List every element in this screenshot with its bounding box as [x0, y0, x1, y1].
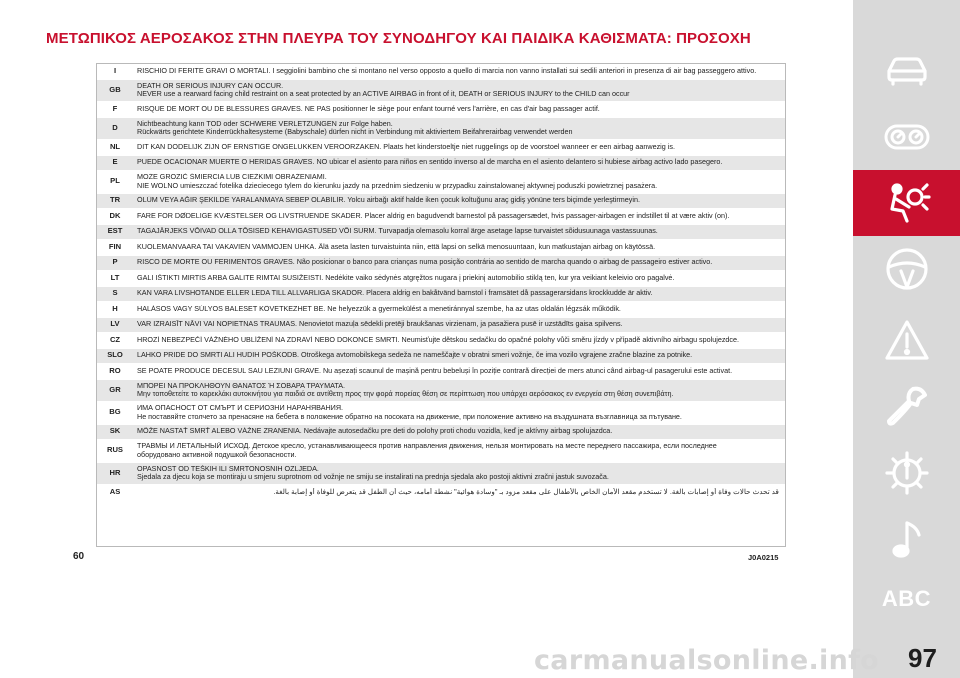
warning-text-line: Rückwärts gerichtete Kinderrückhaltesysteme (Babyschale) dürfen nicht in Verbindung mit aktiviertem Beifahrerairbag verwendet werden	[137, 128, 573, 137]
warning-text-line: LAHKO PRIDE DO SMRTI ALI HUDIH POŠKODB. Otroškega avtomobilskega sedeža ne nameščajte v obratni smeri vožnje, če ima vozilo vgrajene zračne blazine za potnike.	[137, 351, 693, 360]
warning-text	[133, 143, 785, 152]
warning-row	[97, 440, 785, 463]
warning-text	[133, 367, 785, 376]
warning-row	[97, 256, 785, 272]
car-icon	[883, 47, 931, 95]
warning-text-line: MOŻE GROZIĆ ŚMIERCIA LUB CIEŻKIMI OBRAŻENIAMI.	[137, 173, 327, 182]
warning-text	[133, 227, 785, 236]
warning-row	[97, 318, 785, 334]
warning-row	[97, 64, 785, 80]
language-code: LT	[110, 272, 120, 282]
warning-text	[133, 320, 785, 329]
warning-row	[97, 171, 785, 194]
warning-row	[97, 463, 785, 486]
sidebar-item-starting-driving[interactable]	[853, 236, 960, 302]
figure-code: J0A0215	[748, 553, 779, 562]
language-code: FIN	[108, 241, 122, 251]
sidebar-item-vehicle[interactable]	[853, 38, 960, 104]
language-code: NL	[109, 141, 121, 151]
seat-safety-icon	[883, 179, 931, 227]
warning-triangle-icon	[883, 317, 931, 365]
warning-row	[97, 194, 785, 210]
warning-text-line: VAR IZRAISĪT NĀVI VAI NOPIETNAS TRAUMAS. Nenovietot mazuļa sēdekli pretēji braukšanas virzienam, ja pasažiera pusē ir uzstādīts gaisa spilvens.	[137, 320, 623, 329]
warning-text	[133, 404, 785, 421]
language-code: H	[112, 303, 118, 313]
sidebar-item-emergency[interactable]	[853, 308, 960, 374]
warning-text	[133, 465, 785, 482]
language-code: LV	[110, 319, 120, 329]
warning-row	[97, 402, 785, 425]
warning-text-line: оборудовано активной подушкой безопасности.	[137, 450, 297, 459]
warning-text-line: NEVER use a rearward facing child restraint on a seat protected by an ACTIVE AIRBAG in front of it, DEATH or SERIOUS INJURY to the CHILD can occur	[137, 90, 630, 99]
warning-row	[97, 302, 785, 318]
warning-text-line: ΜΠΟΡΕΙ ΝΑ ΠΡΟΚΛΗΘΟΥΝ ΘΑΝΑΤΟΣ Ή ΣΟΒΑΡΑ ΤΡΑΥΜΑΤΑ.	[137, 381, 345, 390]
sidebar-item-multimedia[interactable]	[853, 506, 960, 572]
warning-row	[97, 485, 785, 501]
sidebar-item-technical-data[interactable]	[853, 440, 960, 506]
warning-text	[133, 212, 785, 221]
warning-text	[133, 196, 785, 205]
steering-wheel-icon	[883, 245, 931, 293]
language-code: D	[112, 122, 118, 132]
page-number-left: 60	[73, 551, 85, 562]
warning-text-line: RISQUE DE MORT OU DE BLESSURES GRAVES. NE PAS positionner le siège pour enfant tourné vers l'arrière, en cas d'air bag passager actif.	[137, 104, 600, 113]
sidebar-item-instruments[interactable]	[853, 104, 960, 170]
warning-text	[133, 305, 785, 314]
page-title: ΜΕΤΩΠΙΚΟΣ ΑΕΡΟΣΑΚΟΣ ΣΤΗΝ ΠΛΕΥΡΑ ΤΟΥ ΣΥΝΟΔΗΓΟΥ ΚΑΙ ΠΑΙΔΙΚΑ ΚΑΘΙΣΜΑΤΑ: ΠΡΟΣΟΧΗ	[46, 30, 751, 47]
warning-row	[97, 349, 785, 365]
warning-text	[133, 351, 785, 360]
warning-row	[97, 102, 785, 118]
wrench-icon	[883, 383, 931, 431]
warning-text-line: MÔŽE NASTAŤ SMRŤ ALEBO VÁŽNE ZRANENIA. Nedávajte autosedačku pre deti do polohy proti chodu vozidla, keď je aktívny airbag spolujazdca.	[137, 427, 613, 436]
warning-text-line: Не поставяйте столчето за пренасяне на бебета в положение обратно на посоката на движение, при положение активно на въздушната възглавница за пътуване.	[137, 412, 682, 421]
warning-text	[133, 67, 785, 76]
warning-text-line: DIT KAN DODELIJK ZIJN OF ERNSTIGE ONGELUKKEN VEROORZAKEN. Plaats het kinderstoeltje niet ruggelings op de voorstoel wanneer er een airbag aanwezig is.	[137, 142, 675, 151]
language-code: SK	[109, 426, 121, 436]
airbag-warning-label	[96, 63, 786, 547]
language-code: CZ	[109, 334, 121, 344]
language-code: RO	[109, 365, 121, 375]
warning-text-line: NIE WOLNO umieszczać fotelika dzieciecego tylem do kierunku jazdy na przednim siedzeniu w przypadku zainstalowanej aktywnej poduszki powietrznej pasażera.	[137, 181, 658, 190]
warning-text	[133, 274, 785, 283]
language-code: TR	[109, 195, 121, 205]
watermark-text: carmanualsonline.info	[534, 645, 880, 676]
warning-row	[97, 156, 785, 172]
warning-text-line: RISCO DE MORTE OU FERIMENTOS GRAVES. Não posicionar o banco para crianças numa posição contrária ao sentido de marcha quando o airbag de passageiro estiver activo.	[137, 258, 713, 267]
warning-row	[97, 225, 785, 241]
language-code: RUS	[106, 445, 124, 455]
warning-text-line: HROZÍ NEBEZPEČÍ VÁŽNÉHO UBLÍŽENÍ NA ZDRAVÍ NEBO DOKONCE SMRTI. Neumisťujte dětskou sedačku do opačné polohy vůči směru jízdy v případě aktivního airbagu spolujezdce.	[137, 335, 740, 344]
sidebar-item-maintenance[interactable]	[853, 374, 960, 440]
warning-text-line: KAN VARA LIVSHOTANDE ELLER LEDA TILL ALLVARLIGA SKADOR. Placera aldrig en bakåtvänd barnstol i framsätet då passagerarsidans krockkudde är aktiv.	[137, 289, 653, 298]
language-code: SLO	[107, 350, 123, 360]
warning-row	[97, 271, 785, 287]
warning-row	[97, 380, 785, 403]
language-code: AS	[109, 486, 121, 496]
language-code: E	[112, 157, 118, 167]
language-code: HR	[109, 467, 121, 477]
language-code: DK	[109, 210, 121, 220]
warning-text-line: PUEDE OCACIONAR MUERTE O HERIDAS GRAVES. NO ubicar el asiento para niños en sentido inverso al de marcha en el asiento delantero si hubiese airbag activo lado pasegero.	[137, 158, 723, 167]
warning-text-line: HALÁSOS VAGY SÚLYOS BALESET KÖVETKEZHET BE. Ne helyezzük a gyermekülést a menetiránnyal szembe, ha az utas oldalán légzsák működik.	[137, 304, 621, 313]
dashboard-gauges-icon	[883, 113, 931, 161]
sidebar-item-index[interactable]	[853, 566, 960, 632]
warning-row	[97, 287, 785, 303]
language-code: EST	[107, 226, 123, 236]
language-code: BG	[109, 407, 121, 417]
warning-text	[133, 427, 785, 436]
warning-text-line: DEATH OR SERIOUS INJURY CAN OCCUR.	[137, 81, 284, 90]
warning-text-line: Μην τοποθετείτε το καρεκλάκι αυτοκινήτου για παιδιά σε αντίθετη προς την φορά πορείας θέση σε περίπτωση που υπάρχει αερόσακος εν ενεργεία στη θέση συνεπιβάτη.	[137, 390, 674, 399]
music-note-icon	[883, 515, 931, 563]
warning-text-line: Nichtbeachtung kann TOD oder SCHWERE VERLETZUNGEN zur Folge haben.	[137, 119, 393, 128]
warning-text-line: KUOLEMANVAARA TAI VAKAVIEN VAMMOJEN UHKA. Älä aseta lasten turvaistuinta niin, että lapsi on selkä menosuuntaan, kun matkustajan airbag on käytössä.	[137, 242, 656, 251]
warning-row	[97, 425, 785, 441]
language-code: PL	[110, 176, 120, 186]
warning-text	[133, 258, 785, 267]
warning-row	[97, 333, 785, 349]
warning-text	[133, 158, 785, 167]
warning-text	[133, 442, 785, 459]
warning-text	[133, 289, 785, 298]
warning-text	[133, 243, 785, 252]
page-number-right: 97	[908, 643, 937, 673]
warning-text	[133, 488, 785, 497]
warning-text	[133, 82, 785, 99]
warning-text-line: SE POATE PRODUCE DECESUL SAU LEZIUNI GRAVE. Nu așezați scaunul de mașină pentru bebeluși în poziție contrară direcției de mers atunci când airbag-ul pasagerului este activat.	[137, 366, 733, 375]
warning-text-line: ТРАВМЫ И ЛЕТАЛЬНЫЙ ИСХОД. Детское кресло, устанавливающееся против направления движения, нельзя монтировать на месте переднего пассажира, если последнее	[137, 442, 717, 451]
warning-text	[133, 173, 785, 190]
warning-text-line: Sjedala za djecu koja se montiraju u smjeru suprotnom od vožnje ne smiju se instalirati na prednja sjedala ako postoji aktivni zračni jastuk suvozača.	[137, 473, 609, 482]
warning-text-line: ИМА ОПАСНОСТ ОТ СМЪРТ И СЕРИОЗНИ НАРАНЯВАНИЯ.	[137, 404, 344, 413]
warning-text	[133, 336, 785, 345]
language-code: GR	[109, 384, 121, 394]
warning-text-line: FARE FOR DØDELIGE KVÆSTELSER OG LIVSTRUENDE SKADER. Placer aldrig en bagudvendt barnestol på passagersædet, hvis passager-airbagen er indstillet til at være aktiv (on).	[137, 211, 730, 220]
sidebar-item-safety[interactable]	[853, 170, 960, 236]
warning-text-line: قد تحدث حالات وفاة أو إصابات بالغة. لا تستخدم مقعد الأمان الخاص بالأطفال على مقعد مزود بـ "وسادة هوائية" نشطة أمامه، حيث أن الطفل قد يتعرض للوفاة أو إصابة بالغة.	[273, 487, 779, 496]
language-code: S	[112, 288, 118, 298]
warning-text-line: ÖLÜM VEYA AĞIR ŞEKİLDE YARALANMAYA SEBEP OLABİLİR. Yolcu airbağı aktif halde iken çocuk koltuğunu araç gidiş yönüne ters biçimde yerleştirmeyin.	[137, 196, 640, 205]
section-sidebar	[853, 0, 960, 678]
abc-index-icon: ABC	[881, 586, 932, 611]
warning-row	[97, 240, 785, 256]
warning-text-line: OPASNOST OD TEŠKIH ILI SMRTONOSNIH OZLJEDA.	[137, 464, 319, 473]
warning-row	[97, 80, 785, 103]
warning-text	[133, 105, 785, 114]
warning-text	[133, 382, 785, 399]
warning-row	[97, 140, 785, 156]
warning-row	[97, 118, 785, 141]
language-code: GB	[109, 84, 121, 94]
language-code: P	[112, 257, 118, 267]
language-code: F	[112, 103, 118, 113]
warning-row	[97, 209, 785, 225]
warning-row	[97, 364, 785, 380]
warning-text-line: RISCHIO DI FERITE GRAVI O MORTALI. I seggiolini bambino che si montano nel verso opposto a quello di marcia non vanno installati sui sedili anteriori in presenza di air bag passeggero attivo.	[137, 66, 757, 75]
technical-data-gear-icon	[883, 449, 931, 497]
warning-text	[133, 120, 785, 137]
warning-text-line: TAGAJÄRJEKS VÕIVAD OLLA TÕSISED KEHAVIGASTUSED VÕI SURM. Turvapadja olemasolu korral ärge asetage lapse turvaistet sõidusuunaga vastassuunas.	[137, 227, 658, 236]
language-code: I	[113, 65, 117, 75]
warning-text-line: GALI IŠTIKTI MIRTIS ARBA GALITE RIMTAI SUSIŽEISTI. Nedėkite vaiko sėdynės atgręžtos nugara į priekinį automobilio stiklą ten, kur yra veikiant keleivio oro pagalvė.	[137, 273, 675, 282]
